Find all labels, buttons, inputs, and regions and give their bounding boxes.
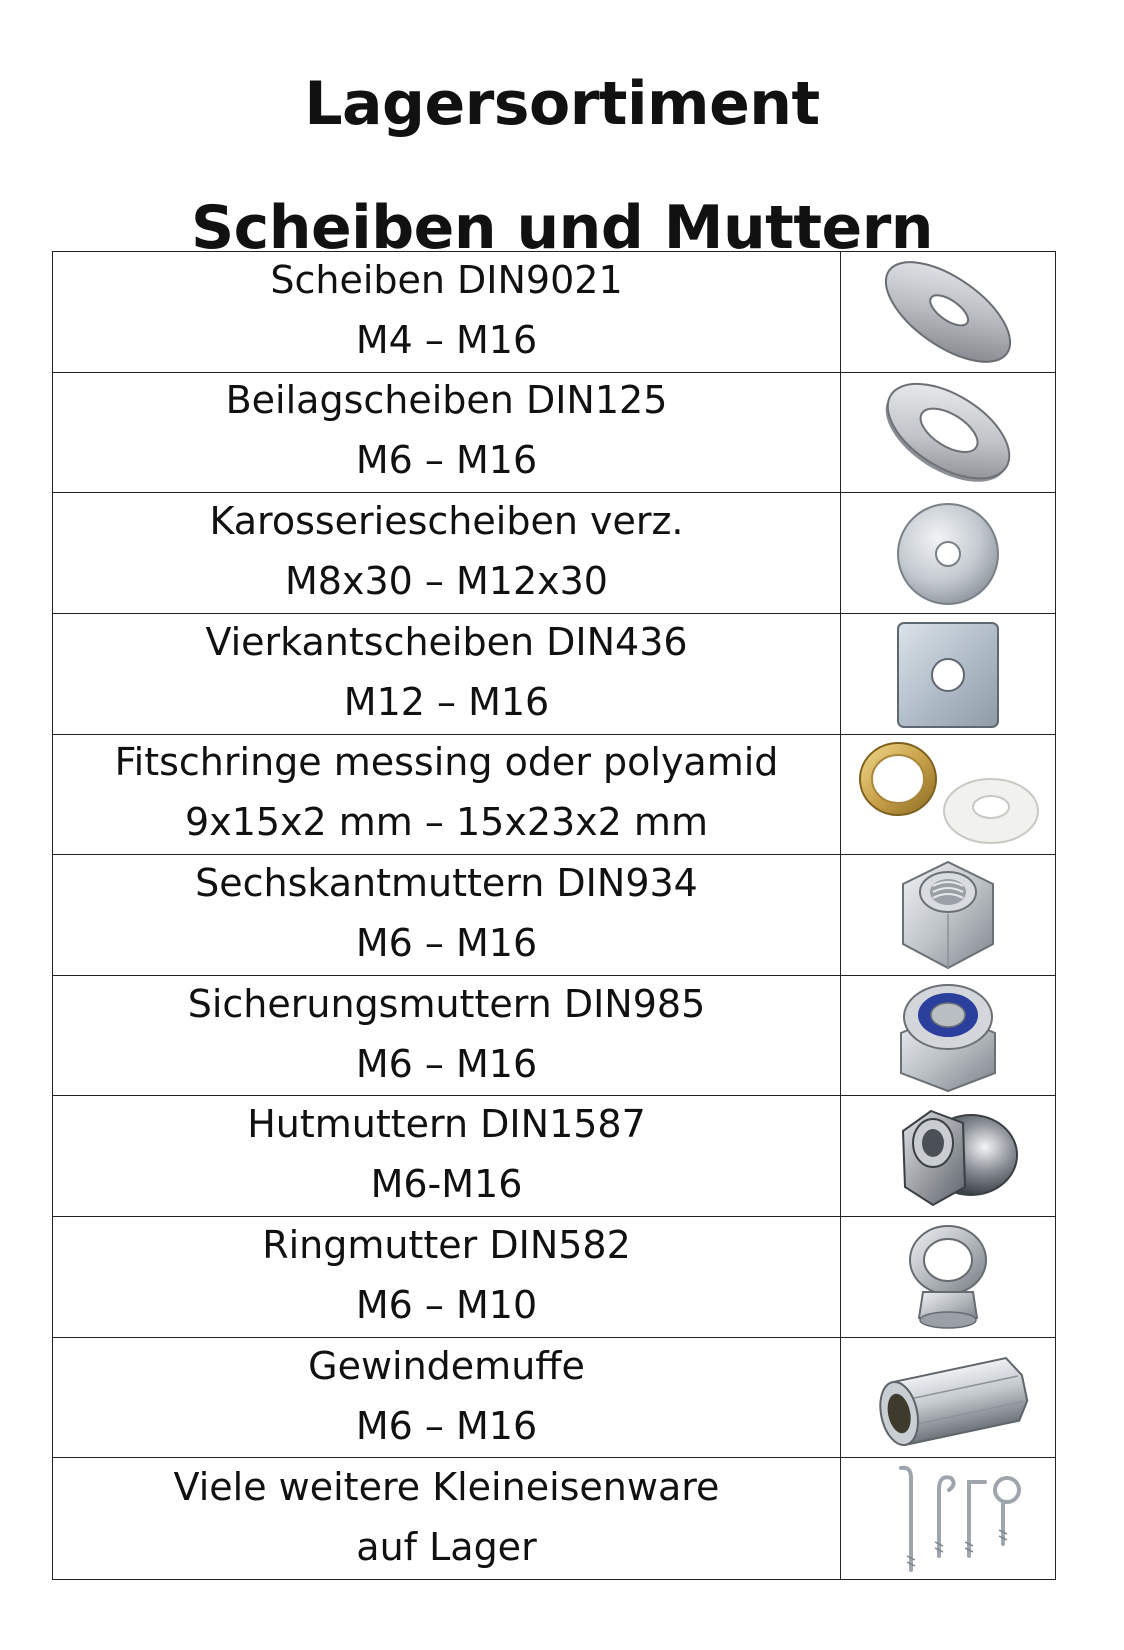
product-description bbox=[53, 1338, 841, 1459]
page-subtitle: Scheiben und Muttern bbox=[190, 192, 934, 263]
product-name: Beilagscheiben DIN125 bbox=[225, 378, 668, 423]
product-description bbox=[53, 855, 841, 976]
product-description bbox=[53, 252, 841, 373]
product-name: Hutmuttern DIN1587 bbox=[247, 1102, 646, 1147]
product-size-range: M8x30 – M12x30 bbox=[285, 559, 608, 604]
product-description bbox=[53, 1458, 841, 1579]
product-name: Karosseriescheiben verz. bbox=[209, 499, 684, 544]
product-description bbox=[53, 373, 841, 494]
product-description bbox=[53, 976, 841, 1097]
product-name: Fitschringe messing oder polyamid bbox=[114, 740, 779, 785]
product-name: Scheiben DIN9021 bbox=[270, 257, 623, 302]
product-size-range: M6 – M16 bbox=[355, 921, 538, 965]
product-image-cell bbox=[841, 373, 1055, 494]
product-image-cell bbox=[841, 614, 1055, 735]
lock-nut-icon bbox=[853, 977, 1043, 1095]
eye-nut-icon bbox=[853, 1218, 1043, 1336]
hooks-and-screws-icon bbox=[853, 1460, 1043, 1578]
product-size-range: M12 – M16 bbox=[343, 679, 550, 724]
product-description bbox=[53, 735, 841, 856]
page-title: Lagersortiment bbox=[304, 69, 820, 140]
hex-nut-icon bbox=[853, 856, 1043, 974]
product-table bbox=[52, 251, 1056, 1580]
product-name: Vierkantscheiben DIN436 bbox=[205, 619, 688, 664]
product-description bbox=[53, 1096, 841, 1217]
product-size-range: M6-M16 bbox=[370, 1162, 523, 1207]
product-image-cell bbox=[841, 1217, 1055, 1338]
product-image-cell bbox=[841, 976, 1055, 1097]
product-name: Ringmutter DIN582 bbox=[262, 1222, 631, 1267]
product-size-range: 9x15x2 mm – 15x23x2 mm bbox=[185, 800, 708, 845]
product-image-cell bbox=[841, 1338, 1055, 1459]
product-size-range: auf Lager bbox=[356, 1524, 537, 1569]
product-image-cell bbox=[841, 855, 1055, 976]
product-image-cell bbox=[841, 1458, 1055, 1579]
product-image-cell bbox=[841, 735, 1055, 856]
product-description bbox=[53, 614, 841, 735]
product-size-range: M6 – M16 bbox=[355, 438, 538, 483]
product-size-range: M6 – M16 bbox=[355, 1041, 538, 1086]
product-image-cell bbox=[841, 493, 1055, 614]
product-size-range: M6 – M10 bbox=[355, 1282, 538, 1327]
brass-and-nylon-ring-icon bbox=[848, 735, 1048, 853]
product-description bbox=[53, 1217, 841, 1338]
coupling-nut-icon bbox=[853, 1339, 1043, 1457]
product-image-cell bbox=[841, 252, 1055, 373]
product-name: Viele weitere Kleineisenware bbox=[173, 1464, 720, 1509]
fender-washer-icon bbox=[853, 494, 1043, 612]
large-flat-washer-icon bbox=[853, 253, 1043, 371]
product-size-range: M6 – M16 bbox=[355, 1403, 538, 1448]
product-description bbox=[53, 493, 841, 614]
product-name: Gewindemuffe bbox=[308, 1343, 585, 1388]
cap-nut-icon bbox=[853, 1097, 1043, 1215]
flat-washer-icon bbox=[853, 373, 1043, 491]
square-washer-icon bbox=[853, 615, 1043, 733]
product-image-cell bbox=[841, 1096, 1055, 1217]
product-name: Sicherungsmuttern DIN985 bbox=[187, 981, 706, 1026]
product-name: Sechskantmuttern DIN934 bbox=[195, 861, 698, 905]
product-size-range: M4 – M16 bbox=[355, 317, 538, 362]
